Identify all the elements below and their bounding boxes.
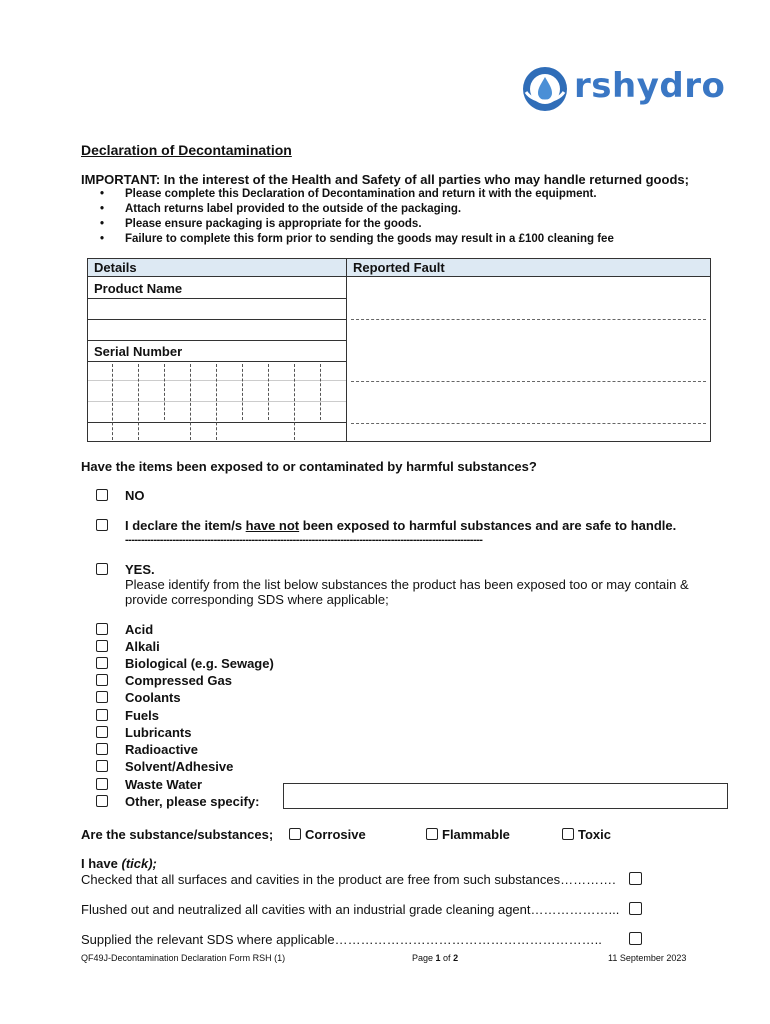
substance-checkbox-compressed-gas[interactable] [96, 674, 108, 686]
toxic-checkbox[interactable] [562, 828, 574, 840]
corrosive-label: Corrosive [305, 827, 366, 842]
product-name-field-1[interactable] [88, 299, 346, 319]
substance-checkbox-solvent[interactable] [96, 760, 108, 772]
checks-intro: I have (tick); [81, 856, 157, 871]
substance-checkbox-lubricants[interactable] [96, 726, 108, 738]
water-drop-logo-icon [520, 64, 570, 114]
substance-checkbox-radioactive[interactable] [96, 743, 108, 755]
list-item: • Failure to complete this form prior to sending the goods may result in a £100 cleaning fee [100, 233, 614, 245]
substance-label: Other, please specify: [125, 794, 260, 809]
other-specify-input[interactable] [283, 783, 728, 809]
substance-label: Lubricants [125, 725, 192, 740]
yes-checkbox[interactable] [96, 563, 108, 575]
footer-date: 11 September 2023 [608, 953, 687, 963]
substance-checkbox-alkali[interactable] [96, 640, 108, 652]
footer-form-id: QF49J-Decontamination Declaration Form RSH (1) [81, 953, 286, 963]
properties-label: Are the substance/substances; [81, 827, 274, 842]
corrosive-checkbox[interactable] [289, 828, 301, 840]
check-item-flushed: Flushed out and neutralized all cavities with an industrial grade cleaning agent………………... [81, 902, 620, 917]
list-item: • Please complete this Declaration of Decontamination and return it with the equipment. [100, 188, 597, 200]
flammable-label: Flammable [442, 827, 510, 842]
flammable-checkbox[interactable] [426, 828, 438, 840]
check-item-surfaces: Checked that all surfaces and cavities in the product are free from such substances…………. [81, 872, 616, 887]
substance-checkbox-waste-water[interactable] [96, 778, 108, 790]
no-label: NO [125, 488, 145, 503]
substance-label: Radioactive [125, 742, 198, 757]
important-notice: IMPORTANT: In the interest of the Health and Safety of all parties who may handle returned goods; [81, 172, 689, 187]
sds-checkbox[interactable] [629, 932, 642, 945]
serial-number-field[interactable] [88, 362, 346, 441]
surfaces-checkbox[interactable] [629, 872, 642, 885]
substance-label: Coolants [125, 690, 181, 705]
list-item: • Attach returns label provided to the outside of the packaging. [100, 203, 462, 215]
footer-page-number: Page 1 of 2 [412, 953, 459, 963]
exposure-question: Have the items been exposed to or contaminated by harmful substances? [81, 459, 537, 474]
substance-label: Fuels [125, 708, 159, 723]
list-item: • Please ensure packaging is appropriate for the goods. [100, 218, 422, 230]
substance-label: Biological (e.g. Sewage) [125, 656, 274, 671]
details-header: Details [88, 259, 346, 277]
details-table [87, 258, 711, 442]
no-checkbox[interactable] [96, 489, 108, 501]
fault-header: Reported Fault [346, 259, 710, 277]
product-name-label: Product Name [94, 281, 183, 296]
declaration-divider: ----------------------------------------------------------------------------------------------------------------- [125, 534, 483, 546]
toxic-label: Toxic [578, 827, 611, 842]
check-item-sds: Supplied the relevant SDS where applicable…………………………………………………….. [81, 932, 602, 947]
product-name-field-2[interactable] [88, 320, 346, 340]
substance-checkbox-biological[interactable] [96, 657, 108, 669]
reported-fault-field[interactable] [347, 277, 710, 441]
substance-checkbox-coolants[interactable] [96, 691, 108, 703]
substance-checkbox-other[interactable] [96, 795, 108, 807]
substance-label: Compressed Gas [125, 673, 232, 688]
page-title: Declaration of Decontamination [81, 142, 292, 158]
logo-text: rshydro [574, 66, 726, 106]
yes-note: Please identify from the list below substances the product has been exposed too or may contain & provide corresponding SDS where applicable; [125, 577, 689, 607]
substance-checkbox-acid[interactable] [96, 623, 108, 635]
substance-label: Solvent/Adhesive [125, 759, 234, 774]
flushed-checkbox[interactable] [629, 902, 642, 915]
substance-checkbox-fuels[interactable] [96, 709, 108, 721]
substance-label: Acid [125, 622, 154, 637]
company-logo [520, 64, 730, 114]
declaration-text: I declare the item/s have not been exposed to harmful substances and are safe to handle. [125, 518, 677, 533]
yes-label: YES. [125, 562, 155, 577]
substance-label: Alkali [125, 639, 160, 654]
substance-label: Waste Water [125, 777, 203, 792]
declare-checkbox[interactable] [96, 519, 108, 531]
serial-number-label: Serial Number [94, 344, 183, 359]
